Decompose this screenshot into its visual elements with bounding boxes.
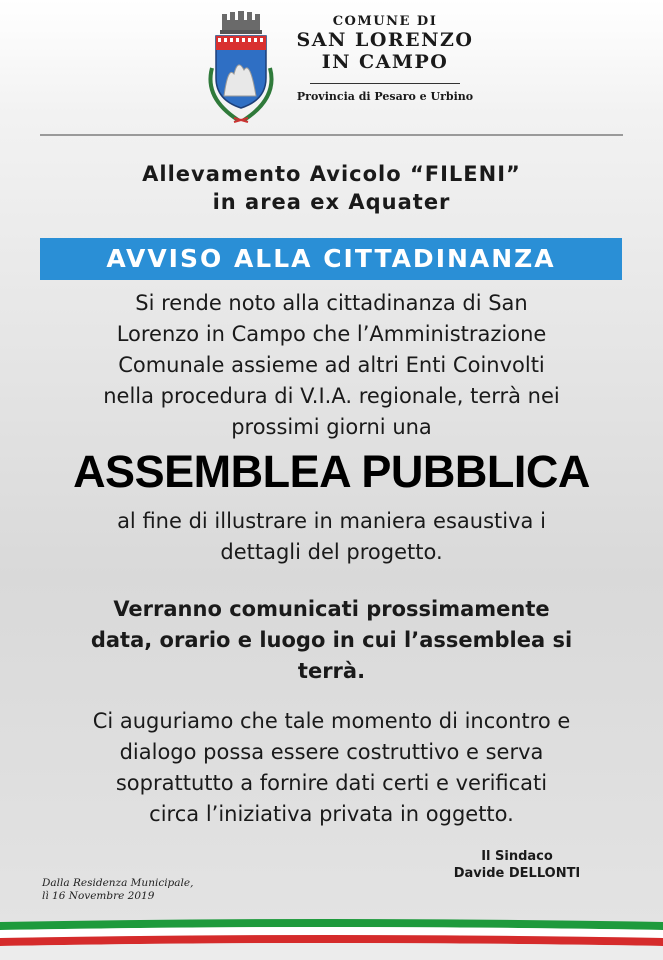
closing-line-3: soprattutto a fornire dati certi e verificati: [115, 771, 548, 795]
signature-name: Davide DELLONTI: [453, 866, 581, 881]
intro-line-2: Lorenzo in Campo che l’Amministrazione: [116, 322, 547, 346]
footer-place: Dalla Residenza Municipale,: [42, 877, 194, 889]
title-line-1: Allevamento Avicolo “FILENI”: [142, 162, 521, 186]
closing-paragraph: [30, 706, 633, 830]
avviso-banner: AVVISO ALLA CITTADINANZA: [40, 238, 622, 280]
provincia-label: Provincia di Pesaro e Urbino: [296, 90, 474, 103]
header-divider: [40, 134, 623, 136]
announcement-line-2: data, orario e luogo in cui l’assemblea si: [90, 628, 573, 652]
municipality-heading: [290, 12, 480, 103]
closing-line-2: dialogo possa essere costruttivo e serva: [119, 740, 544, 764]
comune-name-line1: SAN LORENZO: [296, 29, 474, 51]
purpose-line-2: dettagli del progetto.: [220, 540, 443, 564]
intro-line-1: Si rende noto alla cittadinanza di San: [135, 291, 528, 315]
announcement-line-3: terrà.: [297, 659, 366, 683]
intro-paragraph: [30, 288, 633, 443]
footer-place-date: [42, 877, 193, 903]
closing-line-4: circa l’iniziativa privata in oggetto.: [149, 802, 514, 826]
footer-date: lì 16 Novembre 2019: [42, 890, 155, 902]
municipal-crest-icon: [198, 8, 284, 126]
signature-block: [432, 848, 602, 882]
purpose-line-1: al fine di illustrare in maniera esaustiva i: [117, 509, 546, 533]
closing-line-1: Ci auguriamo che tale momento di incontro e: [92, 709, 571, 733]
intro-line-5: prossimi giorni una: [231, 415, 432, 439]
notice-title: [0, 160, 663, 216]
assemblea-headline: ASSEMBLEA PUBBLICA: [73, 446, 590, 497]
italian-flag-stripes: [0, 914, 663, 960]
intro-line-4: nella procedura di V.I.A. regionale, terrà nei: [103, 384, 560, 408]
comune-name-line2: IN CAMPO: [321, 51, 449, 73]
signature-role: Il Sindaco: [481, 849, 553, 864]
purpose-paragraph: [30, 506, 633, 568]
heading-divider: [310, 83, 460, 84]
comune-label: COMUNE DI: [332, 14, 438, 29]
announcement-line-1: Verranno comunicati prossimamente: [113, 597, 550, 621]
announcement-paragraph: [30, 594, 633, 687]
intro-line-3: Comunale assieme ad altri Enti Coinvolti: [118, 353, 545, 377]
title-line-2: in area ex Aquater: [212, 190, 451, 214]
